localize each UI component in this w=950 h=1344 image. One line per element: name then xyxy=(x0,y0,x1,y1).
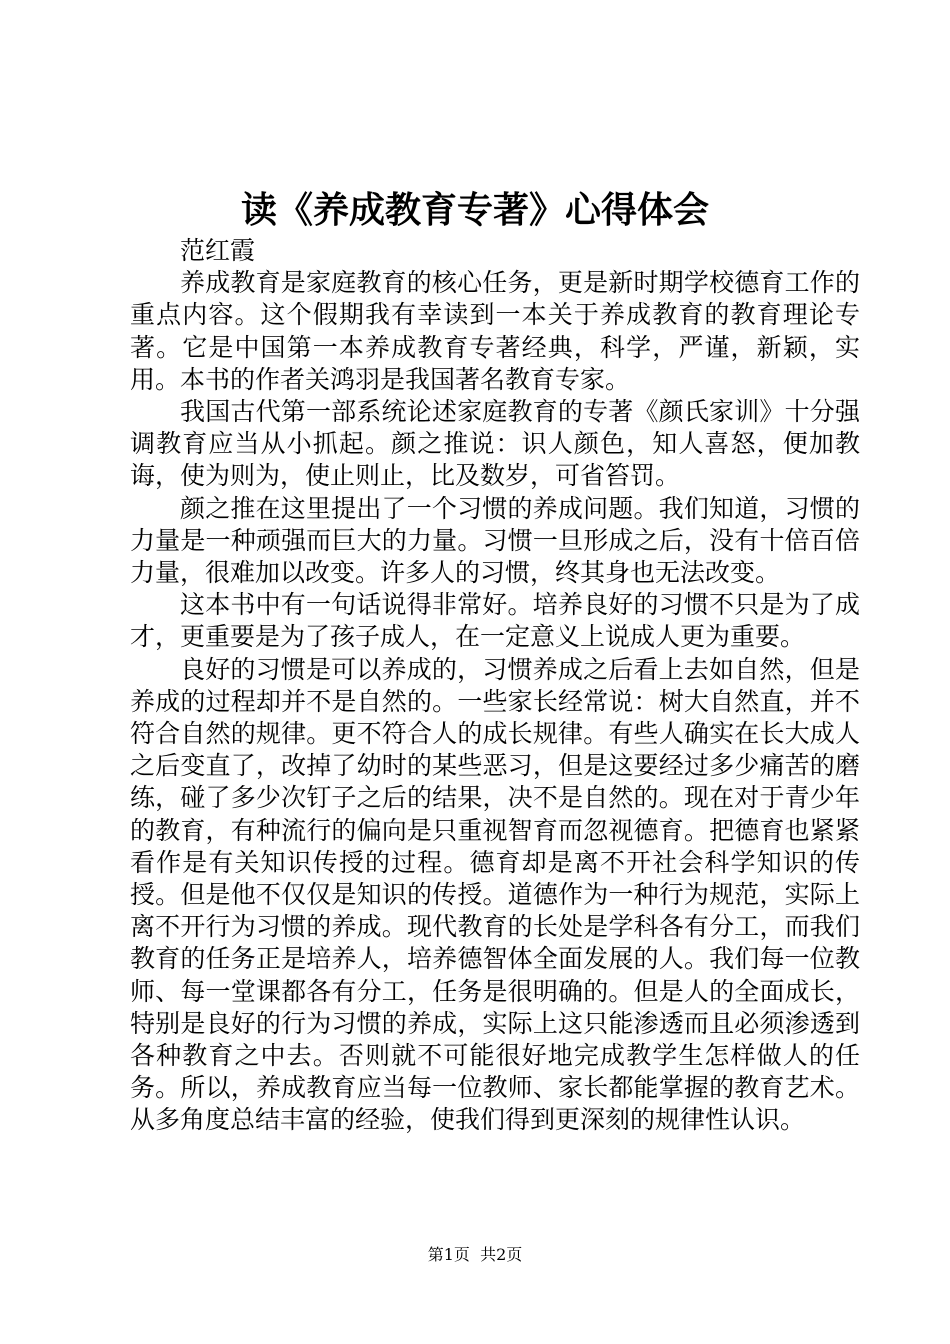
paragraph-4: 这本书中有一句话说得非常好。培养良好的习惯不只是为了成才，更重要是为了孩子成人，在一定意义上说成人更为重要。 xyxy=(130,590,860,652)
page-total: 共2页 xyxy=(480,1245,523,1264)
author-name: 范红霞 xyxy=(180,236,256,265)
paragraph-5: 良好的习惯是可以养成的，习惯养成之后看上去如自然，但是养成的过程却并不是自然的。一些家长经常说：树大自然直，并不符合自然的规律。更不符合人的成长规律。有些人确实在长大成人之后变直了，改掉了幼时的某些恶习，但是这要经过多少痛苦的磨练，碰了多少次钉子之后的结果，决不是自然的。现在对于青少年的教育，有种流行的偏向是只重视智育而忽视德育。把德育也紧紧看作是有关知识传授的过程。德育却是离不开社会科学知识的传授。但是他不仅仅是知识的传授。道德作为一种行为规范，实际上离不开行为习惯的养成。现代教育的长处是学科各有分工，而我们教育的任务正是培养人，培养德智体全面发展的人。我们每一位教师、每一堂课都各有分工，任务是很明确的。但是人的全面成长，特别是良好的行为习惯的养成，实际上这只能渗透而且必须渗透到各种教育之中去。否则就不可能很好地完成教学生怎样做人的任务。所以，养成教育应当每一位教师、家长都能掌握的教育艺术。从多角度总结丰富的经验，使我们得到更深刻的规律性认识。 xyxy=(130,654,860,1135)
page-number: 第1页 xyxy=(427,1245,470,1264)
paragraph-1: 养成教育是家庭教育的核心任务，更是新时期学校德育工作的重点内容。这个假期我有幸读到一本关于养成教育的教育理论专著。它是中国第一本养成教育专著经典，科学，严谨，新颖，实用。本书的作者关鸿羽是我国著名教育专家。 xyxy=(130,268,860,394)
paragraph-2: 我国古代第一部系统论述家庭教育的专著《颜氏家训》十分强调教育应当从小抓起。颜之推说：识人颜色，知人喜怒，便加教诲，使为则为，使止则止，比及数岁，可省笞罚。 xyxy=(130,397,860,491)
document-title: 读《养成教育专著》心得体会 xyxy=(240,189,709,231)
page-footer xyxy=(0,1244,950,1266)
document-body xyxy=(130,235,860,1137)
paragraph-3: 颜之推在这里提出了一个习惯的养成问题。我们知道，习惯的力量是一种顽强而巨大的力量。习惯一旦形成之后，没有十倍百倍力量，很难加以改变。许多人的习惯，终其身也无法改变。 xyxy=(130,493,860,588)
